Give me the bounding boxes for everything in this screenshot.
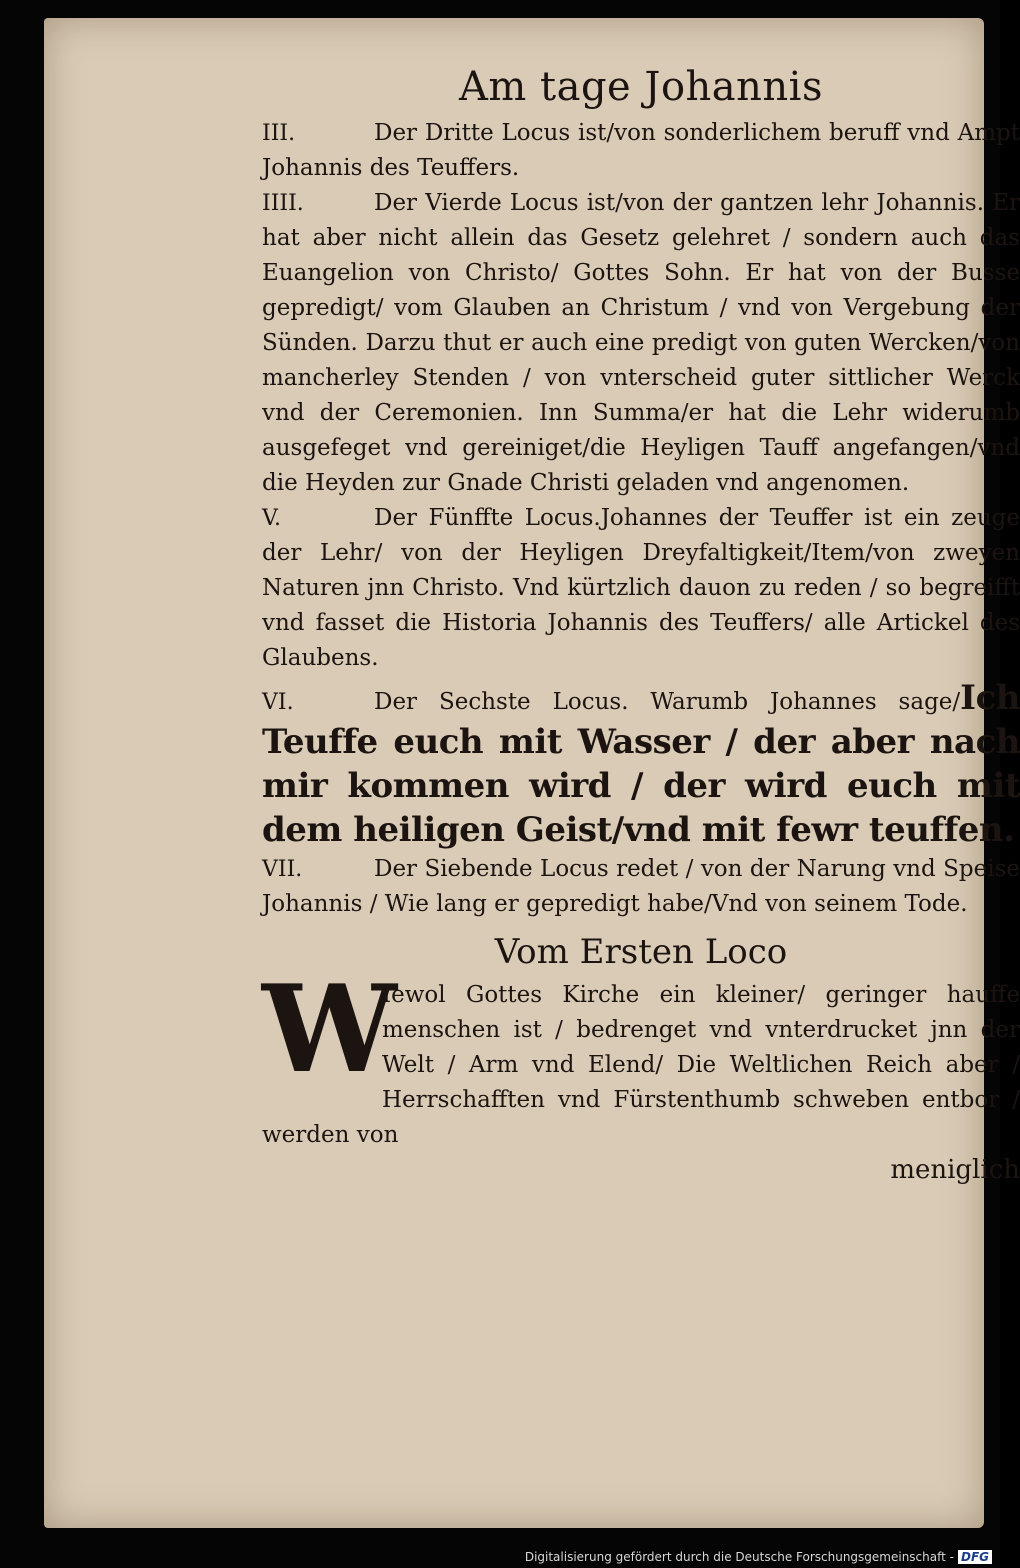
- scripture-quote: Ich Teuffe euch mit Wasser / der aber nach mir kommen wird / der wird euch mit dem heiligen Geist/vnd mit fewr teuffen.: [262, 678, 1020, 850]
- paragraph-number: IIII.: [262, 191, 304, 216]
- dfg-logo: DFG: [958, 1550, 992, 1564]
- section-heading: Vom Ersten Loco: [494, 932, 788, 972]
- paragraph-text: Der Sechste Locus. Warumb Johannes sage/: [374, 689, 961, 715]
- credit-text: Digitalisierung gefördert durch die Deutsche Forschungsgemeinschaft -: [524, 1550, 954, 1564]
- paragraph-vi: [262, 676, 1020, 852]
- decorated-initial: W: [262, 959, 397, 1100]
- page-text-block: [262, 64, 1020, 1187]
- paragraph-number: V.: [262, 506, 282, 531]
- catchword: meniglich: [890, 1155, 1020, 1185]
- book-page: [44, 18, 1020, 1528]
- body-paragraph: [262, 959, 1020, 1153]
- body-text: Iewol Gottes Kirche ein kleiner/ geringer hauffe menschen ist / bedrenget vnd vnterdrucket jnn der Welt / Arm vnd Elend/ Die Weltlichen Reich aber / Herrschafften vnd Fürstenthumb schweben entbor / werden von: [262, 982, 1020, 1148]
- paragraph-text: Der Vierde Locus ist/von der gantzen lehr Johannis. Er hat aber nicht allein das Gesetz gelehret / sondern auch das Euangelion von Christo/ Gottes Sohn. Er hat von der Busse gepredigt/ vom Glauben an Christum / vnd von Vergebung der Sünden. Darzu thut er auch eine predigt von guten Wercken/von mancherley Stenden / von vnterscheid guter sittlicher Werck vnd der Ceremonien. Inn Summa/er hat die Lehr widerumb ausgefeget vnd gereiniget/die Heyligen Tauff angefangen/vnd die Heyden zur Gnade Christi geladen vnd angenomen.: [262, 190, 1020, 496]
- paragraph-number: III.: [262, 121, 296, 146]
- paragraph-v: [262, 501, 1020, 676]
- digitization-credit: [525, 1550, 992, 1564]
- paragraph-vii: [262, 852, 1020, 922]
- paragraph-iii: [262, 116, 1020, 186]
- paragraph-text: Der Dritte Locus ist/von sonderlichem beruff vnd Ampt Johannis des Teuffers.: [262, 120, 1020, 181]
- paragraph-iiii: [262, 186, 1020, 501]
- paragraph-number: VI.: [262, 690, 294, 715]
- paragraph-text: Der Siebende Locus redet / von der Narung vnd Speise Johannis / Wie lang er gepredigt habe/Vnd von seinem Tode.: [262, 856, 1020, 917]
- paragraph-text: Der Fünffte Locus.Johannes der Teuffer ist ein zeuge der Lehr/ von der Heyligen Dreyfaltigkeit/Item/von zweyen Naturen jnn Christo. Vnd kürtzlich dauon zu reden / so begreifft vnd fasset die Historia Johannis des Teuffers/ alle Artickel des Glaubens.: [262, 505, 1020, 671]
- running-head: Am tage Johannis: [458, 64, 823, 110]
- paragraph-number: VII.: [262, 857, 303, 882]
